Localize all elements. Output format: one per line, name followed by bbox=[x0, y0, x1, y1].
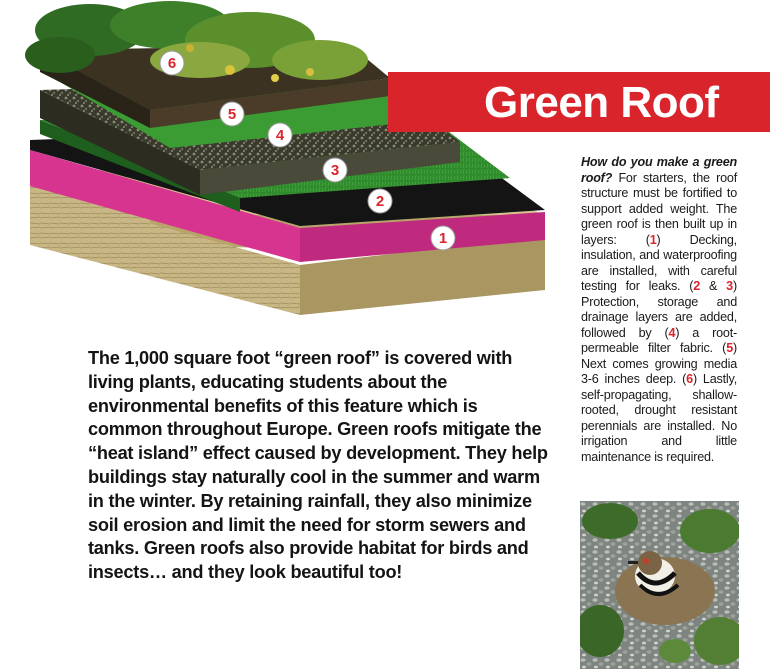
layer-callout-4 bbox=[268, 123, 292, 147]
sidebar-layer-ref-2: 2 bbox=[693, 279, 701, 293]
layer-callout-1 bbox=[431, 226, 455, 250]
sidebar-lead-question: How do you make a green roof? bbox=[581, 155, 737, 185]
sidebar-layer-ref-3: 3 bbox=[726, 279, 733, 293]
page-title: Green Roof bbox=[484, 78, 719, 127]
svg-text:4: 4 bbox=[275, 127, 285, 144]
bird-on-green-roof-photo bbox=[580, 501, 739, 669]
svg-text:3: 3 bbox=[330, 162, 340, 179]
main-description-paragraph: The 1,000 square foot “green roof” is covered with living plants, educating students about the environmental benefits of this feature which is common throughout Europe. Green roofs mitigate the “heat island” effect caused by development. They help buildings stay naturally cool in the summer and warm in the winter. By retaining rainfall, they also minimize soil erosion and limit the need for storm sewers and tanks. Green roofs also provide habitat for birds and insects… and they look beautiful too! bbox=[88, 348, 548, 583]
sidebar-text-4: ) Protection, storage and drainage layers are added, followed by ( bbox=[581, 279, 737, 340]
sidebar-layer-ref-5: 5 bbox=[726, 341, 733, 355]
layer-callout-5 bbox=[220, 102, 244, 126]
svg-text:5: 5 bbox=[227, 106, 237, 123]
sidebar-text-5: ) a root-permeable filter fabric. ( bbox=[581, 325, 737, 355]
layer-explanation-sidebar bbox=[581, 155, 737, 465]
layer-callout-3 bbox=[323, 158, 347, 182]
sidebar-text-6: ) Next comes growing media 3-6 inches deep. ( bbox=[581, 341, 737, 386]
title-banner bbox=[388, 72, 770, 132]
plant-canopy bbox=[25, 1, 368, 82]
sidebar-text-2: ) Decking, insulation, and waterproofing are installed, with careful testing for leaks. ( bbox=[581, 232, 737, 293]
svg-text:2: 2 bbox=[375, 193, 385, 210]
sidebar-layer-ref-6: 6 bbox=[686, 372, 693, 386]
sidebar-text-1: For starters, the roof structure must be fortified to support added weight. The green roof is then built up in layers: ( bbox=[581, 170, 737, 247]
sidebar-layer-ref-1: 1 bbox=[649, 232, 657, 247]
sidebar-layer-ref-4: 4 bbox=[668, 325, 676, 340]
layer-callout-6 bbox=[160, 51, 184, 75]
svg-text:1: 1 bbox=[438, 230, 448, 247]
svg-text:6: 6 bbox=[167, 55, 177, 72]
sidebar-text-7: ) Lastly, self-propagating, shallow-rooted, drought resistant perennials are installed. No irrigation and little maintenance is required. bbox=[581, 372, 737, 464]
green-roof-layer-diagram bbox=[0, 0, 560, 320]
sidebar-text-3: & bbox=[700, 279, 727, 293]
layer-callout-2 bbox=[368, 189, 392, 213]
